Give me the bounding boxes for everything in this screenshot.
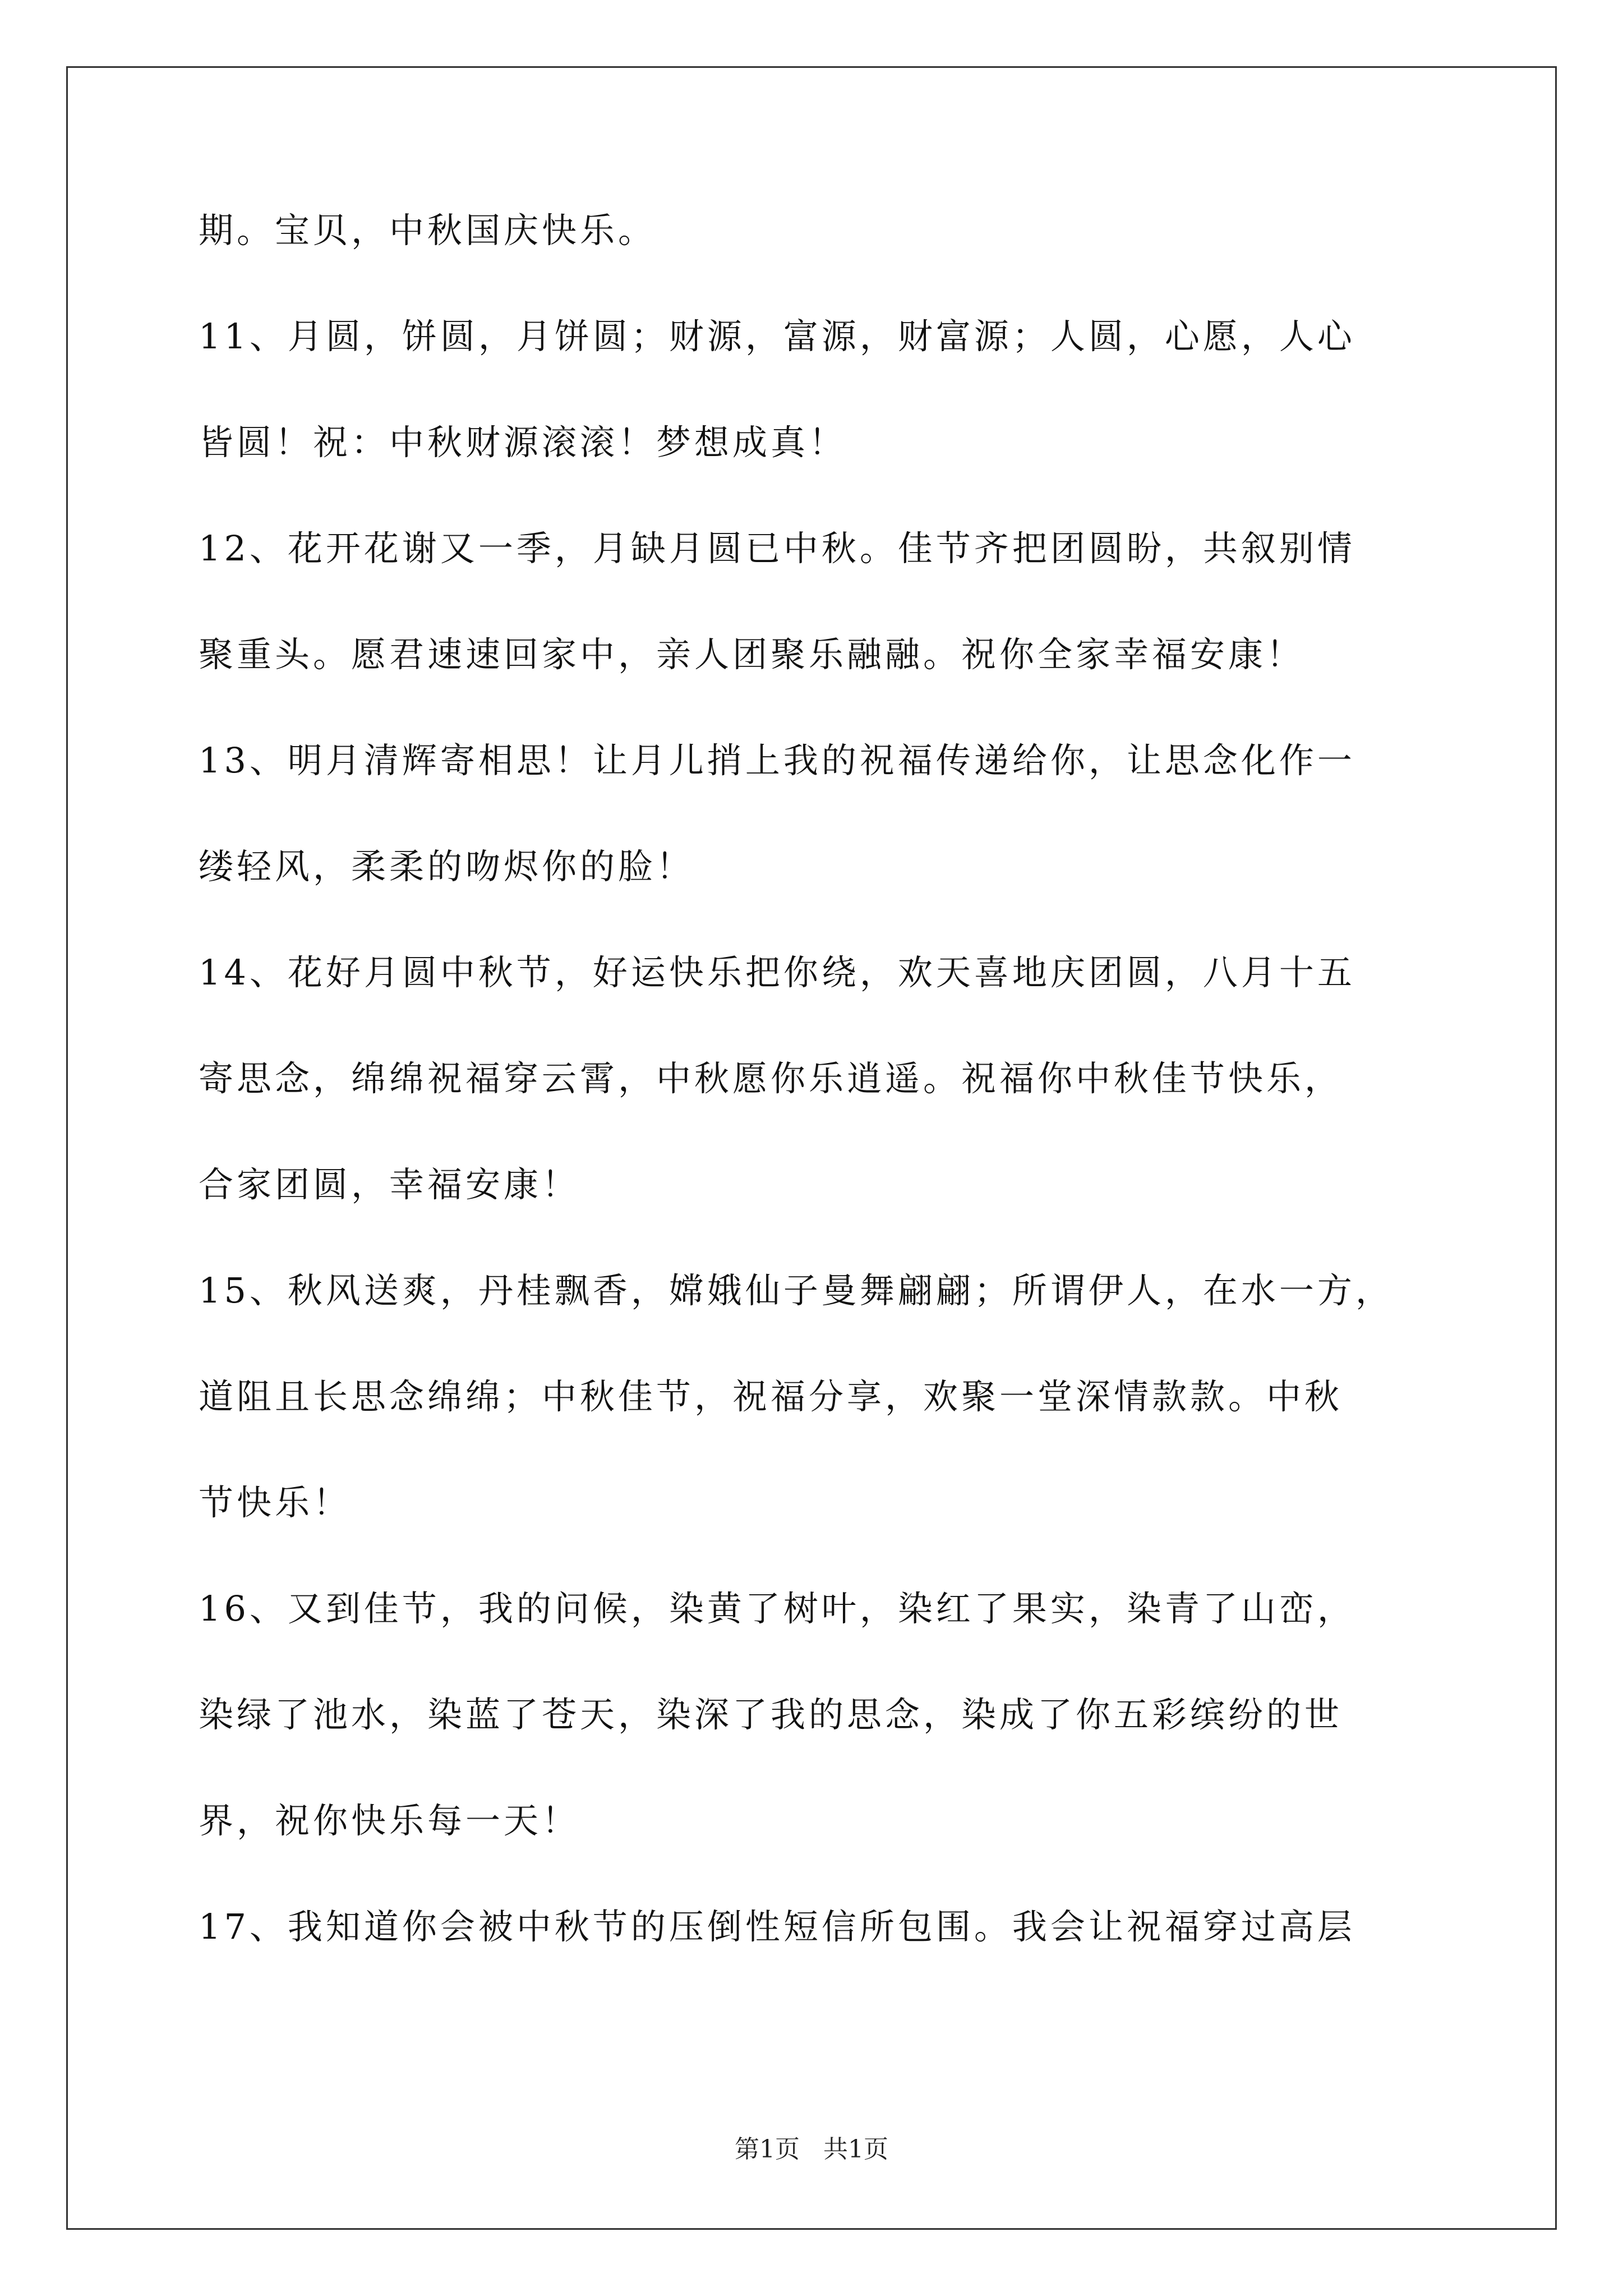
page-total: 共1页 xyxy=(823,2135,888,2164)
page-footer xyxy=(0,2137,1623,2162)
document-body xyxy=(199,210,1444,2016)
text-line: 合家团圆，幸福安康！ xyxy=(199,1164,580,1205)
text-line: 缕轻风，柔柔的吻烬你的脸！ xyxy=(199,846,695,887)
text-line: 15、秋风送爽，丹桂飘香，嫦娥仙子曼舞翩翩；所谓伊人，在水一方， xyxy=(199,1270,1394,1311)
text-line: 界，祝你快乐每一天！ xyxy=(199,1800,580,1841)
text-line: 14、花好月圆中秋节，好运快乐把你绕，欢天喜地庆团圆，八月十五 xyxy=(199,952,1355,993)
text-line: 期。宝贝，中秋国庆快乐。 xyxy=(199,210,657,251)
text-line: 16、又到佳节，我的问候，染黄了树叶，染红了果实，染青了山峦， xyxy=(199,1588,1355,1629)
text-line: 道阻且长思念绵绵；中秋佳节，祝福分享，欢聚一堂深情款款。中秋 xyxy=(199,1376,1343,1417)
text-line: 17、我知道你会被中秋节的压倒性短信所包围。我会让祝福穿过高层 xyxy=(199,1906,1355,1947)
text-line: 节快乐！ xyxy=(199,1482,352,1523)
text-line: 13、明月清辉寄相思！让月儿捎上我的祝福传递给你，让思念化作一 xyxy=(199,740,1355,781)
text-line: 皆圆！祝：中秋财源滚滚！梦想成真！ xyxy=(199,422,847,463)
text-line: 寄思念，绵绵祝福穿云霄，中秋愿你乐逍遥。祝福你中秋佳节快乐， xyxy=(199,1058,1343,1099)
page-number: 第1页 xyxy=(735,2135,800,2164)
text-line: 染绿了池水，染蓝了苍天，染深了我的思念，染成了你五彩缤纷的世 xyxy=(199,1694,1343,1735)
text-line: 聚重头。愿君速速回家中，亲人团聚乐融融。祝你全家幸福安康！ xyxy=(199,634,1305,675)
text-line: 12、花开花谢又一季，月缺月圆已中秋。佳节齐把团圆盼，共叙别情 xyxy=(199,528,1355,569)
text-line: 11、月圆，饼圆，月饼圆；财源，富源，财富源；人圆，心愿，人心 xyxy=(199,316,1355,357)
